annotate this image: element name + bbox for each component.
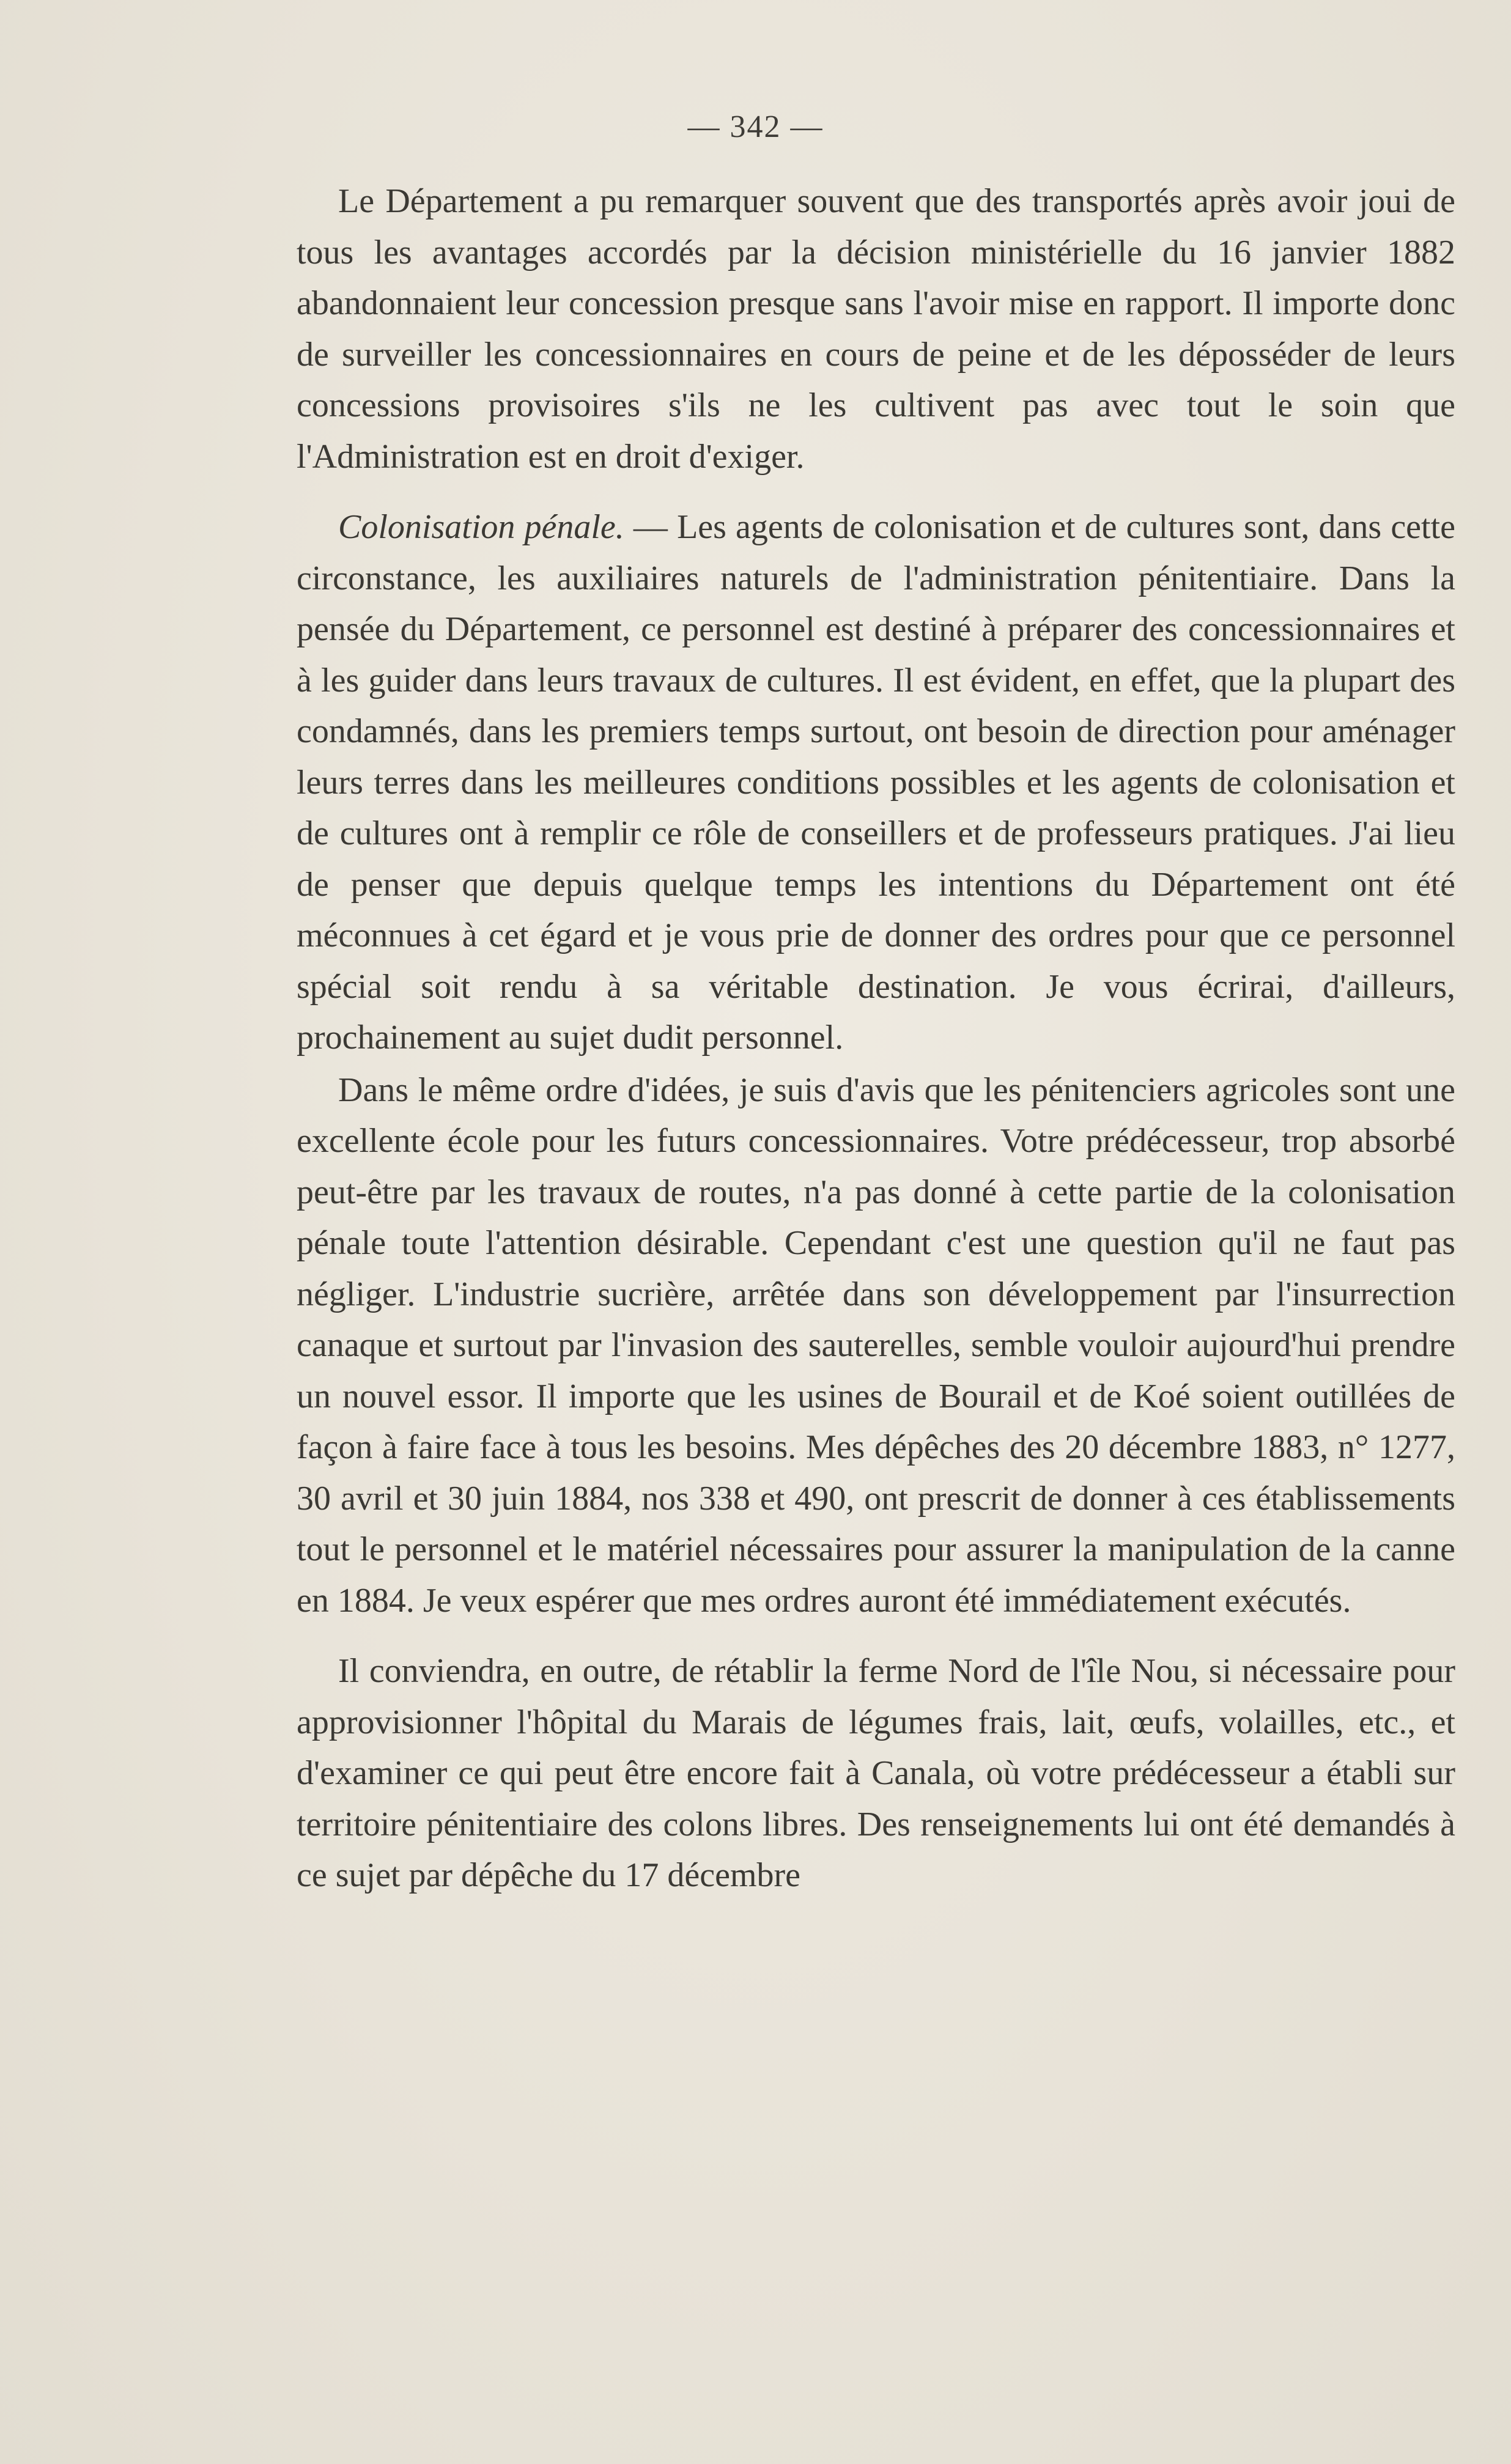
body-text [297,176,1455,1901]
paragraph-1 [297,176,1455,482]
paragraph-3-text: Dans le même ordre d'idées, je suis d'avis que les pénitenciers agricoles sont une excellente école pour les futurs concessionnaires. Votre prédécesseur, trop absorbé peut-être par les travaux de routes, n'a pas donné à cette partie de la colonisation pénale toute l'attention désirable. Cependant c'est une question qu'il ne faut pas négliger. L'industrie sucrière, arrêtée dans son développement par l'insurrection canaque et surtout par l'invasion des sauterelles, semble vouloir aujourd'hui prendre un nouvel essor. Il importe que les usines de Bourail et de Koé soient outillées de façon à faire face à tous les besoins. Mes dépêches des 20 décembre 1883, n° 1277, 30 avril et 30 juin 1884, nos 338 et 490, ont prescrit de donner à ces établissements tout le personnel et le matériel nécessaires pour assurer la manipulation de la canne en 1884. Je veux espérer que mes ordres auront été immédiatement exécutés. [297,1071,1455,1620]
paragraph-2-text: — Les agents de colonisation et de cultures sont, dans cette circonstance, les auxiliaires naturels de l'administration pénitentiaire. Dans la pensée du Département, ce personnel est destiné à préparer des concessionnaires et à les guider dans leurs travaux de cultures. Il est évident, en effet, que la plupart des condamnés, dans les premiers temps surtout, ont besoin de direction pour aménager leurs terres dans les meilleures conditions possibles et les agents de colonisation et de cultures ont à remplir ce rôle de conseillers et de professeurs pratiques. J'ai lieu de penser que depuis quelque temps les intentions du Département ont été méconnues à cet égard et je vous prie de donner des ordres pour que ce personnel spécial soit rendu à sa véritable destination. Je vous écrirai, d'ailleurs, prochainement au sujet dudit personnel. [297,508,1456,1057]
paragraph-1-text: Le Département a pu remarquer souvent que des transportés après avoir joui de tous les avantages accordés par la décision ministérielle du 16 janvier 1882 abandonnaient leur concession presque sans l'avoir mise en rapport. Il importe donc de surveiller les concessionnaires en cours de peine et de les déposséder de leurs concessions provisoires s'ils ne les cultivent pas avec tout le soin que l'Administration est en droit d'exiger. [297,182,1455,476]
section-heading-colonisation-penale: Colonisation pénale. [338,508,624,546]
paragraph-2 [297,502,1455,1064]
paragraph-3 [297,1065,1455,1627]
paragraph-4-text: Il conviendra, en outre, de rétablir la ferme Nord de l'île Nou, si nécessaire pour approvisionner l'hôpital du Marais de légumes frais, lait, œufs, volailles, etc., et d'examiner ce qui peut être encore fait à Canala, où votre prédécesseur a établi sur territoire pénitentiaire des colons libres. Des renseignements lui ont été demandés à ce sujet par dépêche du 17 décembre [297,1652,1455,1894]
page-number: — 342 — [687,109,824,144]
paragraph-4 [297,1646,1455,1901]
